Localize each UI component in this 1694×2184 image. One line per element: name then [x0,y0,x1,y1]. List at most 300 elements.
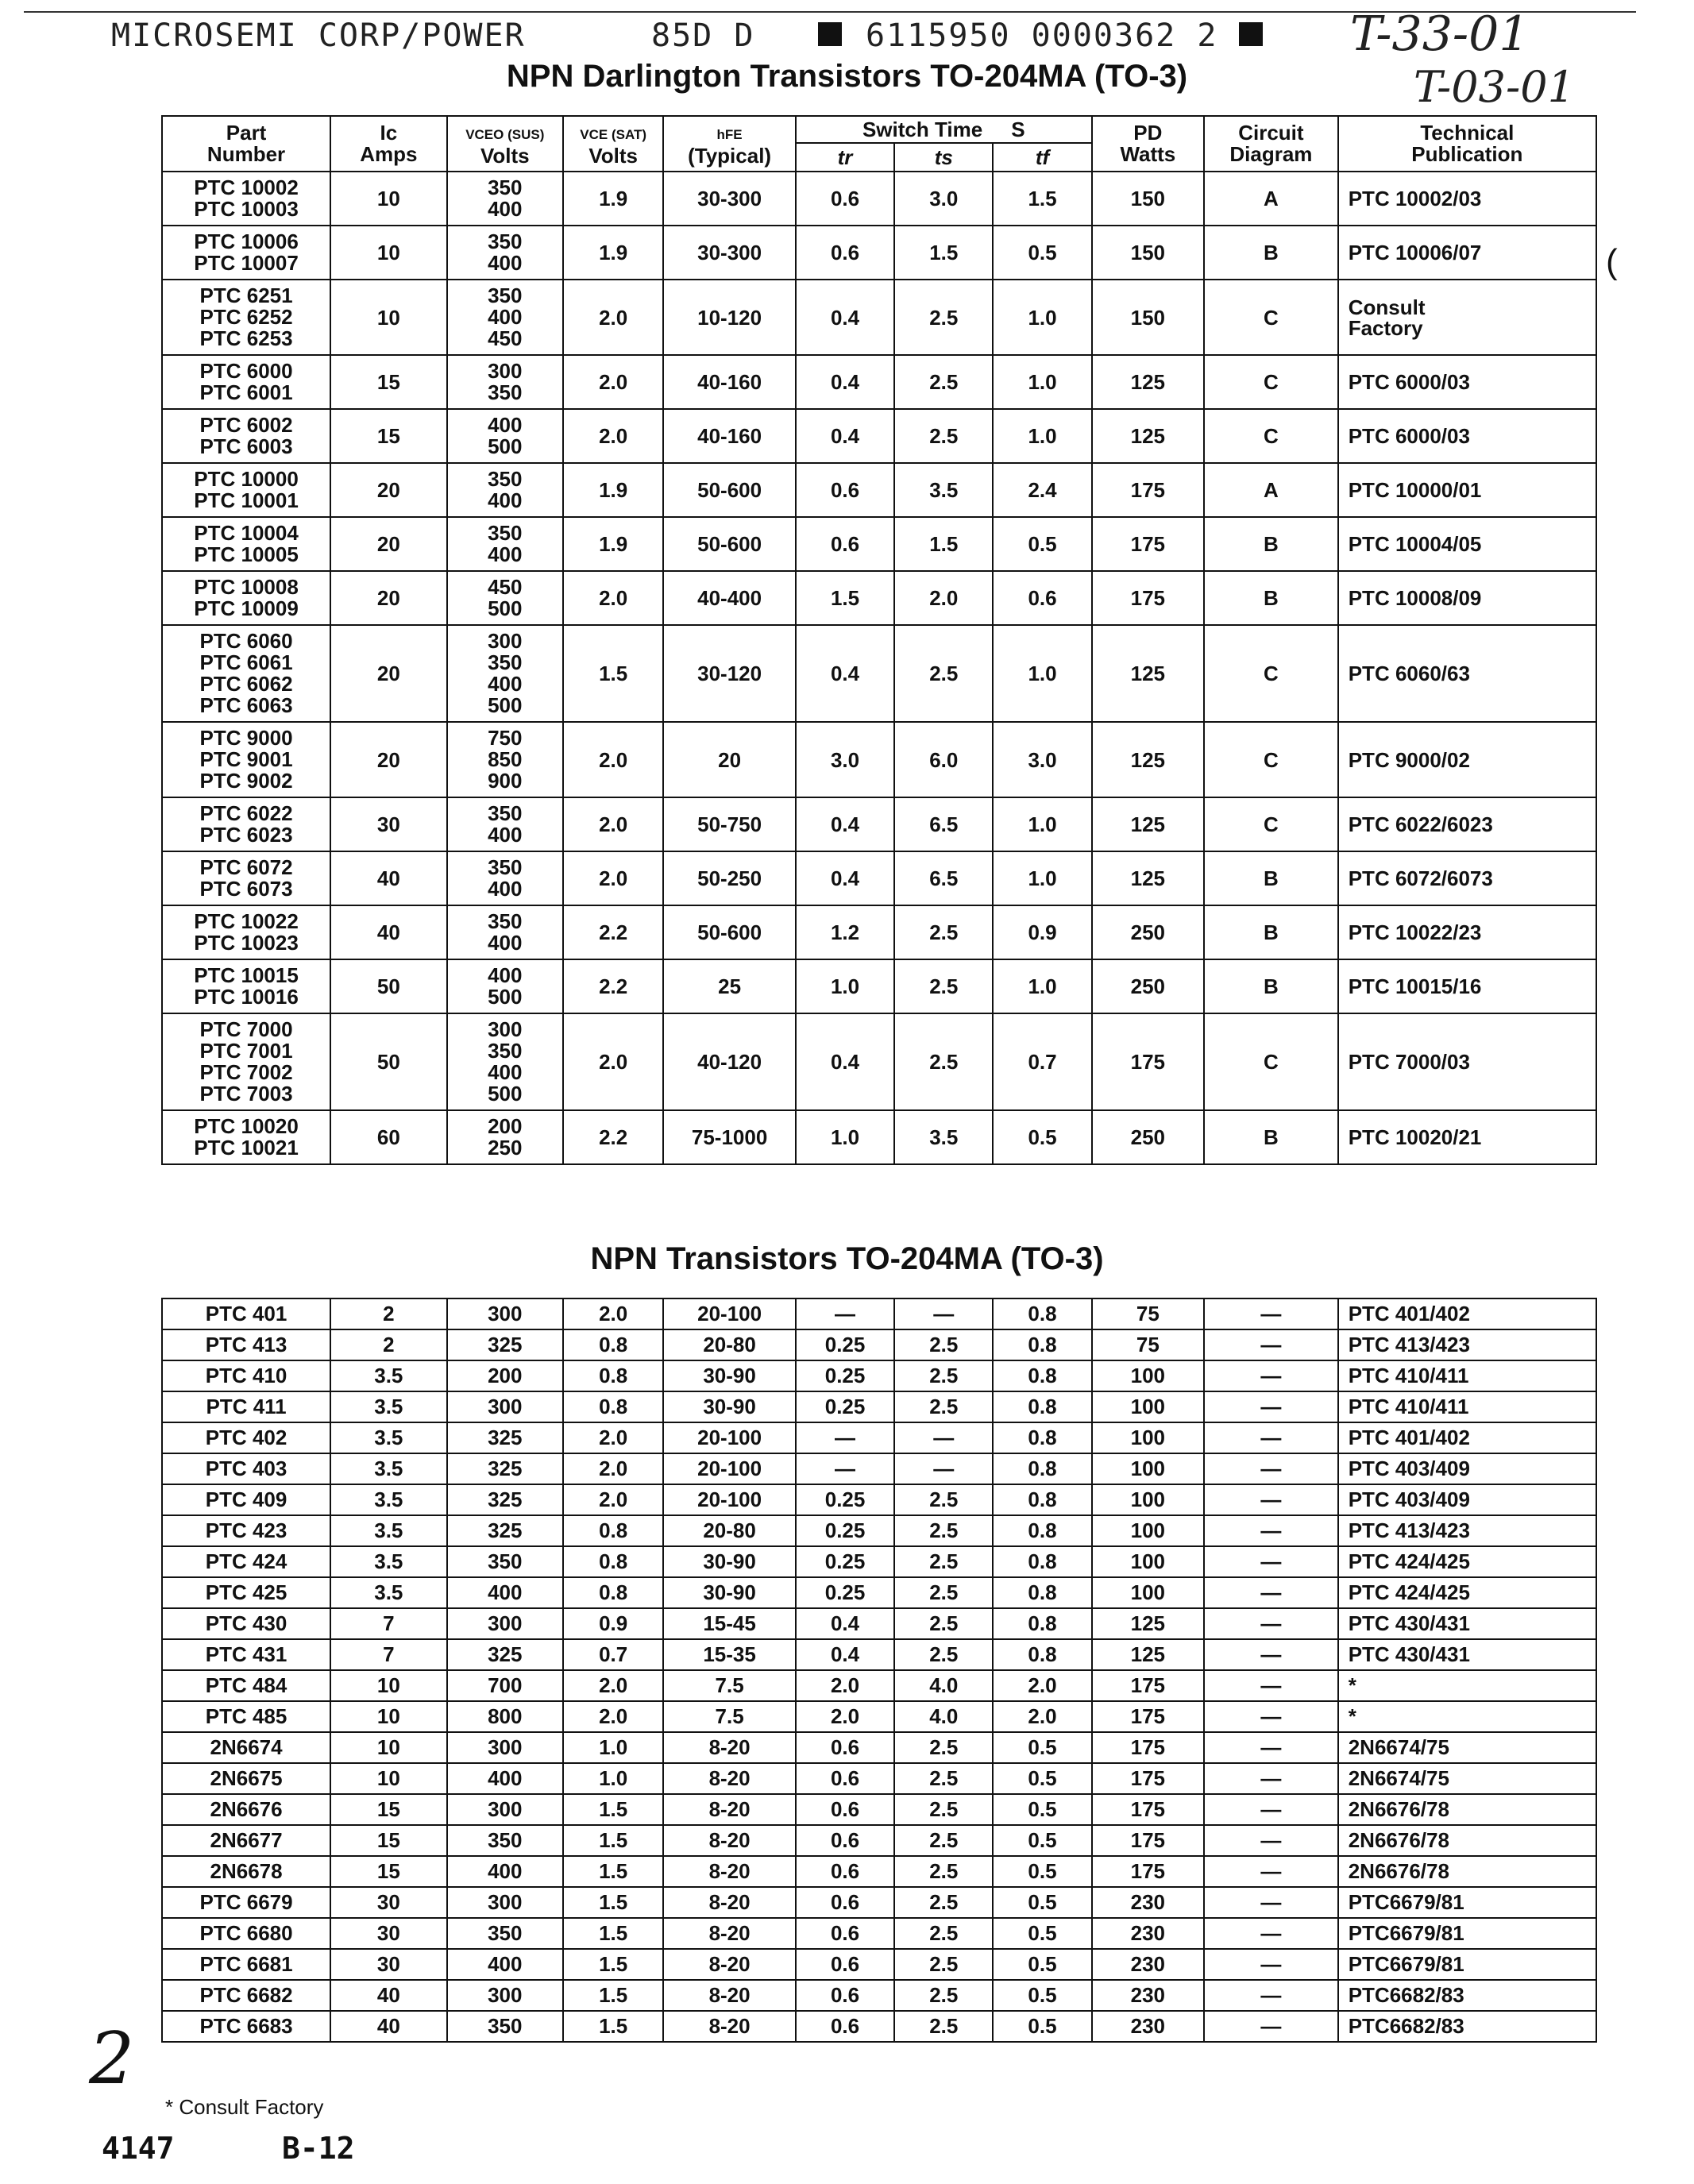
publication-cell: PTC 401/402 [1338,1298,1596,1329]
publication-cell: PTC 10002/03 [1338,172,1596,226]
part-number-cell: PTC 430 [162,1608,330,1639]
part-number-cell: PTC 6022 PTC 6023 [162,797,330,851]
vceo-cell: 350 400 [447,463,563,517]
table-row [162,1577,1596,1608]
part-number-cell: 2N6676 [162,1794,330,1825]
vce-sat-cell: 1.0 [563,1763,663,1794]
vceo-cell: 300 [447,1980,563,2011]
tr-cell: 0.4 [796,1639,894,1670]
circuit-diagram-cell: — [1204,1763,1338,1794]
vceo-cell: 300 350 [447,355,563,409]
publication-cell: PTC 6000/03 [1338,355,1596,409]
circuit-diagram-cell: C [1204,280,1338,355]
hfe-cell: 30-300 [663,226,796,280]
vce-sat-cell: 2.0 [563,1670,663,1701]
part-number-cell: PTC 10008 PTC 10009 [162,571,330,625]
tr-cell: — [796,1298,894,1329]
circuit-diagram-cell: — [1204,1887,1338,1918]
vce-sat-cell: 2.2 [563,1110,663,1164]
vce-sat-cell: 1.5 [563,625,663,722]
publication-cell: PTC 413/423 [1338,1329,1596,1360]
table-row [162,226,1596,280]
ts-cell: 1.5 [894,517,993,571]
tr-cell: 0.4 [796,355,894,409]
header-code: 85D D [651,17,755,54]
hfe-cell: 8-20 [663,1856,796,1887]
tf-cell: 0.5 [993,517,1091,571]
vceo-cell: 325 [447,1515,563,1546]
pd-cell: 175 [1092,1732,1204,1763]
vceo-cell: 350 400 450 [447,280,563,355]
part-number-cell: PTC 6680 [162,1918,330,1949]
publication-cell: PTC6682/83 [1338,1980,1596,2011]
vceo-cell: 300 350 400 500 [447,1013,563,1110]
vceo-cell: 350 400 [447,517,563,571]
hfe-cell: 20-100 [663,1298,796,1329]
header-switch-time: Switch Time S [796,116,1092,143]
handwritten-code-second: T-03-01 [1414,62,1575,112]
pd-cell: 100 [1092,1453,1204,1484]
tr-cell: 0.4 [796,1013,894,1110]
part-number-cell: PTC 423 [162,1515,330,1546]
ic-cell: 7 [330,1608,446,1639]
vce-sat-cell: 0.8 [563,1546,663,1577]
part-number-cell: PTC 485 [162,1701,330,1732]
hfe-cell: 75-1000 [663,1110,796,1164]
publication-cell: PTC6682/83 [1338,2011,1596,2042]
vceo-cell: 200 250 [447,1110,563,1164]
pd-cell: 175 [1092,517,1204,571]
ic-cell: 60 [330,1110,446,1164]
tf-cell: 1.0 [993,409,1091,463]
ts-cell: 6.5 [894,851,993,905]
hfe-cell: 50-750 [663,797,796,851]
hfe-cell: 8-20 [663,1763,796,1794]
pd-cell: 175 [1092,1013,1204,1110]
table-row [162,851,1596,905]
ic-cell: 30 [330,1918,446,1949]
pd-cell: 230 [1092,1949,1204,1980]
part-number-cell: PTC 6072 PTC 6073 [162,851,330,905]
pd-cell: 250 [1092,1110,1204,1164]
vce-sat-cell: 0.8 [563,1329,663,1360]
tr-cell: — [796,1422,894,1453]
tf-cell: 0.8 [993,1453,1091,1484]
tr-cell: 0.6 [796,517,894,571]
table-row [162,1639,1596,1670]
ic-cell: 10 [330,1763,446,1794]
circuit-diagram-cell: — [1204,1825,1338,1856]
publication-cell: 2N6674/75 [1338,1763,1596,1794]
doc-number: 6115950 0000362 2 [866,17,1218,54]
pd-cell: 125 [1092,409,1204,463]
tr-cell: — [796,1453,894,1484]
ic-cell: 40 [330,2011,446,2042]
ts-cell: — [894,1453,993,1484]
vceo-cell: 350 [447,2011,563,2042]
tf-cell: 1.0 [993,851,1091,905]
publication-cell: PTC 403/409 [1338,1484,1596,1515]
ic-cell: 2 [330,1298,446,1329]
publication-cell: PTC 424/425 [1338,1577,1596,1608]
publication-cell: PTC 403/409 [1338,1453,1596,1484]
vce-sat-cell: 2.2 [563,905,663,959]
vceo-cell: 300 [447,1887,563,1918]
ts-cell: 2.5 [894,1980,993,2011]
hfe-cell: 8-20 [663,1918,796,1949]
ts-cell: 2.5 [894,1546,993,1577]
part-number-cell: PTC 413 [162,1329,330,1360]
circuit-diagram-cell: — [1204,1608,1338,1639]
ts-cell: — [894,1298,993,1329]
pd-cell: 125 [1092,851,1204,905]
part-number-cell: PTC 410 [162,1360,330,1391]
pd-cell: 230 [1092,1980,1204,2011]
vceo-cell: 350 400 [447,797,563,851]
ic-cell: 20 [330,722,446,797]
part-number-cell: 2N6677 [162,1825,330,1856]
hfe-cell: 15-35 [663,1639,796,1670]
ic-cell: 10 [330,1670,446,1701]
tr-cell: 0.6 [796,226,894,280]
pd-cell: 250 [1092,905,1204,959]
circuit-diagram-cell: — [1204,1298,1338,1329]
table-row [162,280,1596,355]
circuit-diagram-cell: C [1204,797,1338,851]
ic-cell: 10 [330,1732,446,1763]
table-row [162,517,1596,571]
publication-cell: PTC 6022/6023 [1338,797,1596,851]
part-number-cell: 2N6678 [162,1856,330,1887]
tf-cell: 0.5 [993,1825,1091,1856]
ic-cell: 10 [330,226,446,280]
circuit-diagram-cell: — [1204,1546,1338,1577]
tr-cell: 1.2 [796,905,894,959]
ts-cell: 2.5 [894,1887,993,1918]
pd-cell: 100 [1092,1391,1204,1422]
vceo-cell: 350 400 [447,851,563,905]
vceo-cell: 400 500 [447,959,563,1013]
ic-cell: 3.5 [330,1577,446,1608]
vceo-cell: 400 [447,1856,563,1887]
tr-cell: 0.6 [796,1980,894,2011]
vce-sat-cell: 2.0 [563,355,663,409]
circuit-diagram-cell: B [1204,517,1338,571]
pd-cell: 125 [1092,625,1204,722]
vce-sat-cell: 1.5 [563,1887,663,1918]
ic-cell: 3.5 [330,1453,446,1484]
tr-cell: 2.0 [796,1670,894,1701]
ic-cell: 15 [330,355,446,409]
pd-cell: 125 [1092,1608,1204,1639]
tf-cell: 1.5 [993,172,1091,226]
ts-cell: 2.5 [894,1794,993,1825]
table-row [162,1360,1596,1391]
pd-cell: 175 [1092,1825,1204,1856]
hfe-cell: 7.5 [663,1701,796,1732]
tr-cell: 0.6 [796,1918,894,1949]
pd-cell: 150 [1092,172,1204,226]
vce-sat-cell: 0.8 [563,1360,663,1391]
table-row [162,1391,1596,1422]
tr-cell: 0.6 [796,463,894,517]
ic-cell: 3.5 [330,1391,446,1422]
part-number-cell: PTC 6679 [162,1887,330,1918]
ic-cell: 30 [330,1949,446,1980]
hfe-cell: 8-20 [663,1825,796,1856]
tr-cell: 0.4 [796,280,894,355]
tf-cell: 0.5 [993,1763,1091,1794]
ts-cell: 2.5 [894,959,993,1013]
ic-cell: 15 [330,1825,446,1856]
tf-cell: 0.6 [993,571,1091,625]
publication-cell: PTC 6072/6073 [1338,851,1596,905]
tf-cell: 0.8 [993,1484,1091,1515]
tr-cell: 0.25 [796,1391,894,1422]
ic-cell: 30 [330,1887,446,1918]
hfe-cell: 20-100 [663,1422,796,1453]
tr-cell: 0.6 [796,1856,894,1887]
part-number-cell: PTC 10020 PTC 10021 [162,1110,330,1164]
hfe-cell: 50-600 [663,463,796,517]
table-row [162,1546,1596,1577]
vce-sat-cell: 2.0 [563,1701,663,1732]
ic-cell: 40 [330,905,446,959]
hfe-cell: 8-20 [663,1887,796,1918]
tr-cell: 0.4 [796,1608,894,1639]
publication-cell: PTC 410/411 [1338,1360,1596,1391]
part-number-cell: PTC 484 [162,1670,330,1701]
tr-cell: 0.6 [796,1825,894,1856]
pd-cell: 75 [1092,1298,1204,1329]
pd-cell: 100 [1092,1546,1204,1577]
circuit-diagram-cell: B [1204,851,1338,905]
part-number-cell: 2N6674 [162,1732,330,1763]
table-row [162,2011,1596,2042]
hfe-cell: 20 [663,722,796,797]
tf-cell: 2.4 [993,463,1091,517]
circuit-diagram-cell: — [1204,1949,1338,1980]
vceo-cell: 350 400 [447,905,563,959]
hfe-cell: 7.5 [663,1670,796,1701]
hfe-cell: 8-20 [663,1732,796,1763]
tr-cell: 0.25 [796,1577,894,1608]
vce-sat-cell: 2.0 [563,409,663,463]
tf-cell: 0.8 [993,1546,1091,1577]
ts-cell: 2.5 [894,905,993,959]
header-technical-publication: Technical Publication [1338,116,1596,172]
pd-cell: 125 [1092,1639,1204,1670]
tf-cell: 0.8 [993,1639,1091,1670]
vce-sat-cell: 2.0 [563,1453,663,1484]
hfe-cell: 8-20 [663,1794,796,1825]
pd-cell: 250 [1092,959,1204,1013]
circuit-diagram-cell: — [1204,1484,1338,1515]
hfe-cell: 25 [663,959,796,1013]
circuit-diagram-cell: — [1204,1577,1338,1608]
part-number-cell: PTC 402 [162,1422,330,1453]
part-number-cell: PTC 10000 PTC 10001 [162,463,330,517]
ts-cell: 2.5 [894,280,993,355]
circuit-diagram-cell: — [1204,1856,1338,1887]
ts-cell: 4.0 [894,1701,993,1732]
table-row [162,1794,1596,1825]
ts-cell: 1.5 [894,226,993,280]
publication-cell: PTC 6060/63 [1338,625,1596,722]
pd-cell: 175 [1092,571,1204,625]
margin-bracket: ( [1606,242,1618,281]
vce-sat-cell: 1.9 [563,226,663,280]
tr-cell: 0.25 [796,1360,894,1391]
table-row [162,1763,1596,1794]
vceo-cell: 400 500 [447,409,563,463]
ic-cell: 30 [330,797,446,851]
circuit-diagram-cell: A [1204,463,1338,517]
tr-cell: 0.6 [796,2011,894,2042]
table-row [162,959,1596,1013]
ic-cell: 7 [330,1639,446,1670]
ic-cell: 15 [330,1794,446,1825]
part-number-cell: 2N6675 [162,1763,330,1794]
pd-cell: 175 [1092,463,1204,517]
ts-cell: — [894,1422,993,1453]
publication-cell: * [1338,1701,1596,1732]
vceo-cell: 800 [447,1701,563,1732]
table-row [162,571,1596,625]
part-number-cell: PTC 425 [162,1577,330,1608]
ts-cell: 2.5 [894,1763,993,1794]
ic-cell: 3.5 [330,1515,446,1546]
ic-cell: 3.5 [330,1360,446,1391]
vceo-cell: 700 [447,1670,563,1701]
part-number-cell: PTC 403 [162,1453,330,1484]
handwritten-margin-mark: 2 [89,2017,135,2101]
ts-cell: 3.5 [894,1110,993,1164]
vce-sat-cell: 1.5 [563,1980,663,2011]
ts-cell: 2.5 [894,1329,993,1360]
tf-cell: 1.0 [993,625,1091,722]
pd-cell: 175 [1092,1794,1204,1825]
table-row [162,722,1596,797]
ic-cell: 50 [330,959,446,1013]
table-row [162,1298,1596,1329]
table-row [162,463,1596,517]
tf-cell: 1.0 [993,959,1091,1013]
ts-cell: 2.5 [894,1360,993,1391]
tr-cell: 0.25 [796,1546,894,1577]
header-tr: tr [796,143,894,172]
vceo-cell: 300 [447,1298,563,1329]
pd-cell: 100 [1092,1484,1204,1515]
darlington-table [161,115,1597,1165]
vce-sat-cell: 1.5 [563,1794,663,1825]
circuit-diagram-cell: — [1204,1732,1338,1763]
ic-cell: 40 [330,851,446,905]
publication-cell: PTC 430/431 [1338,1639,1596,1670]
vce-sat-cell: 0.7 [563,1639,663,1670]
npn-table [161,1298,1597,2043]
vceo-cell: 300 [447,1391,563,1422]
hfe-cell: 10-120 [663,280,796,355]
vce-sat-cell: 0.8 [563,1391,663,1422]
table-row [162,905,1596,959]
tr-cell: 0.4 [796,625,894,722]
table-row [162,1732,1596,1763]
vce-sat-cell: 2.0 [563,1298,663,1329]
ts-cell: 3.5 [894,463,993,517]
vce-sat-cell: 2.0 [563,571,663,625]
ts-cell: 2.5 [894,1608,993,1639]
ic-cell: 15 [330,409,446,463]
circuit-diagram-cell: B [1204,571,1338,625]
ts-cell: 6.0 [894,722,993,797]
circuit-diagram-cell: — [1204,1391,1338,1422]
hfe-cell: 20-100 [663,1484,796,1515]
vceo-cell: 350 [447,1546,563,1577]
header-ic: Ic Amps [330,116,446,172]
tf-cell: 0.5 [993,1949,1091,1980]
ts-cell: 2.5 [894,1732,993,1763]
publication-cell: Consult Factory [1338,280,1596,355]
circuit-diagram-cell: B [1204,226,1338,280]
ts-cell: 2.5 [894,1639,993,1670]
pd-cell: 175 [1092,1701,1204,1732]
table-row [162,1453,1596,1484]
tr-cell: 1.0 [796,959,894,1013]
table-row [162,1701,1596,1732]
tf-cell: 3.0 [993,722,1091,797]
tr-cell: 0.6 [796,1794,894,1825]
vce-sat-cell: 1.5 [563,2011,663,2042]
hfe-cell: 20-100 [663,1453,796,1484]
vceo-cell: 325 [447,1639,563,1670]
part-number-cell: PTC 10022 PTC 10023 [162,905,330,959]
pd-cell: 230 [1092,1918,1204,1949]
tf-cell: 0.8 [993,1608,1091,1639]
hfe-cell: 50-600 [663,517,796,571]
part-number-cell: PTC 6000 PTC 6001 [162,355,330,409]
vce-sat-cell: 1.5 [563,1918,663,1949]
ic-cell: 3.5 [330,1422,446,1453]
ts-cell: 2.5 [894,1515,993,1546]
ts-cell: 2.5 [894,409,993,463]
vceo-cell: 350 [447,1825,563,1856]
hfe-cell: 30-90 [663,1360,796,1391]
publication-cell: PTC 7000/03 [1338,1013,1596,1110]
vce-sat-cell: 2.0 [563,797,663,851]
hfe-cell: 40-160 [663,409,796,463]
tr-cell: 0.6 [796,1949,894,1980]
tf-cell: 0.8 [993,1360,1091,1391]
pd-cell: 75 [1092,1329,1204,1360]
vce-sat-cell: 2.2 [563,959,663,1013]
ts-cell: 2.5 [894,1949,993,1980]
vce-sat-cell: 1.0 [563,1732,663,1763]
ts-cell: 2.5 [894,1391,993,1422]
circuit-diagram-cell: — [1204,1422,1338,1453]
pd-cell: 125 [1092,722,1204,797]
vceo-cell: 300 [447,1794,563,1825]
vce-sat-cell: 1.5 [563,1825,663,1856]
hfe-cell: 8-20 [663,1949,796,1980]
hfe-cell: 50-250 [663,851,796,905]
publication-cell: PTC 9000/02 [1338,722,1596,797]
table-row [162,1887,1596,1918]
circuit-diagram-cell: A [1204,172,1338,226]
page-number: B-12 [282,2131,355,2166]
header-hfe: hFE (Typical) [663,116,796,172]
hfe-cell: 20-80 [663,1515,796,1546]
